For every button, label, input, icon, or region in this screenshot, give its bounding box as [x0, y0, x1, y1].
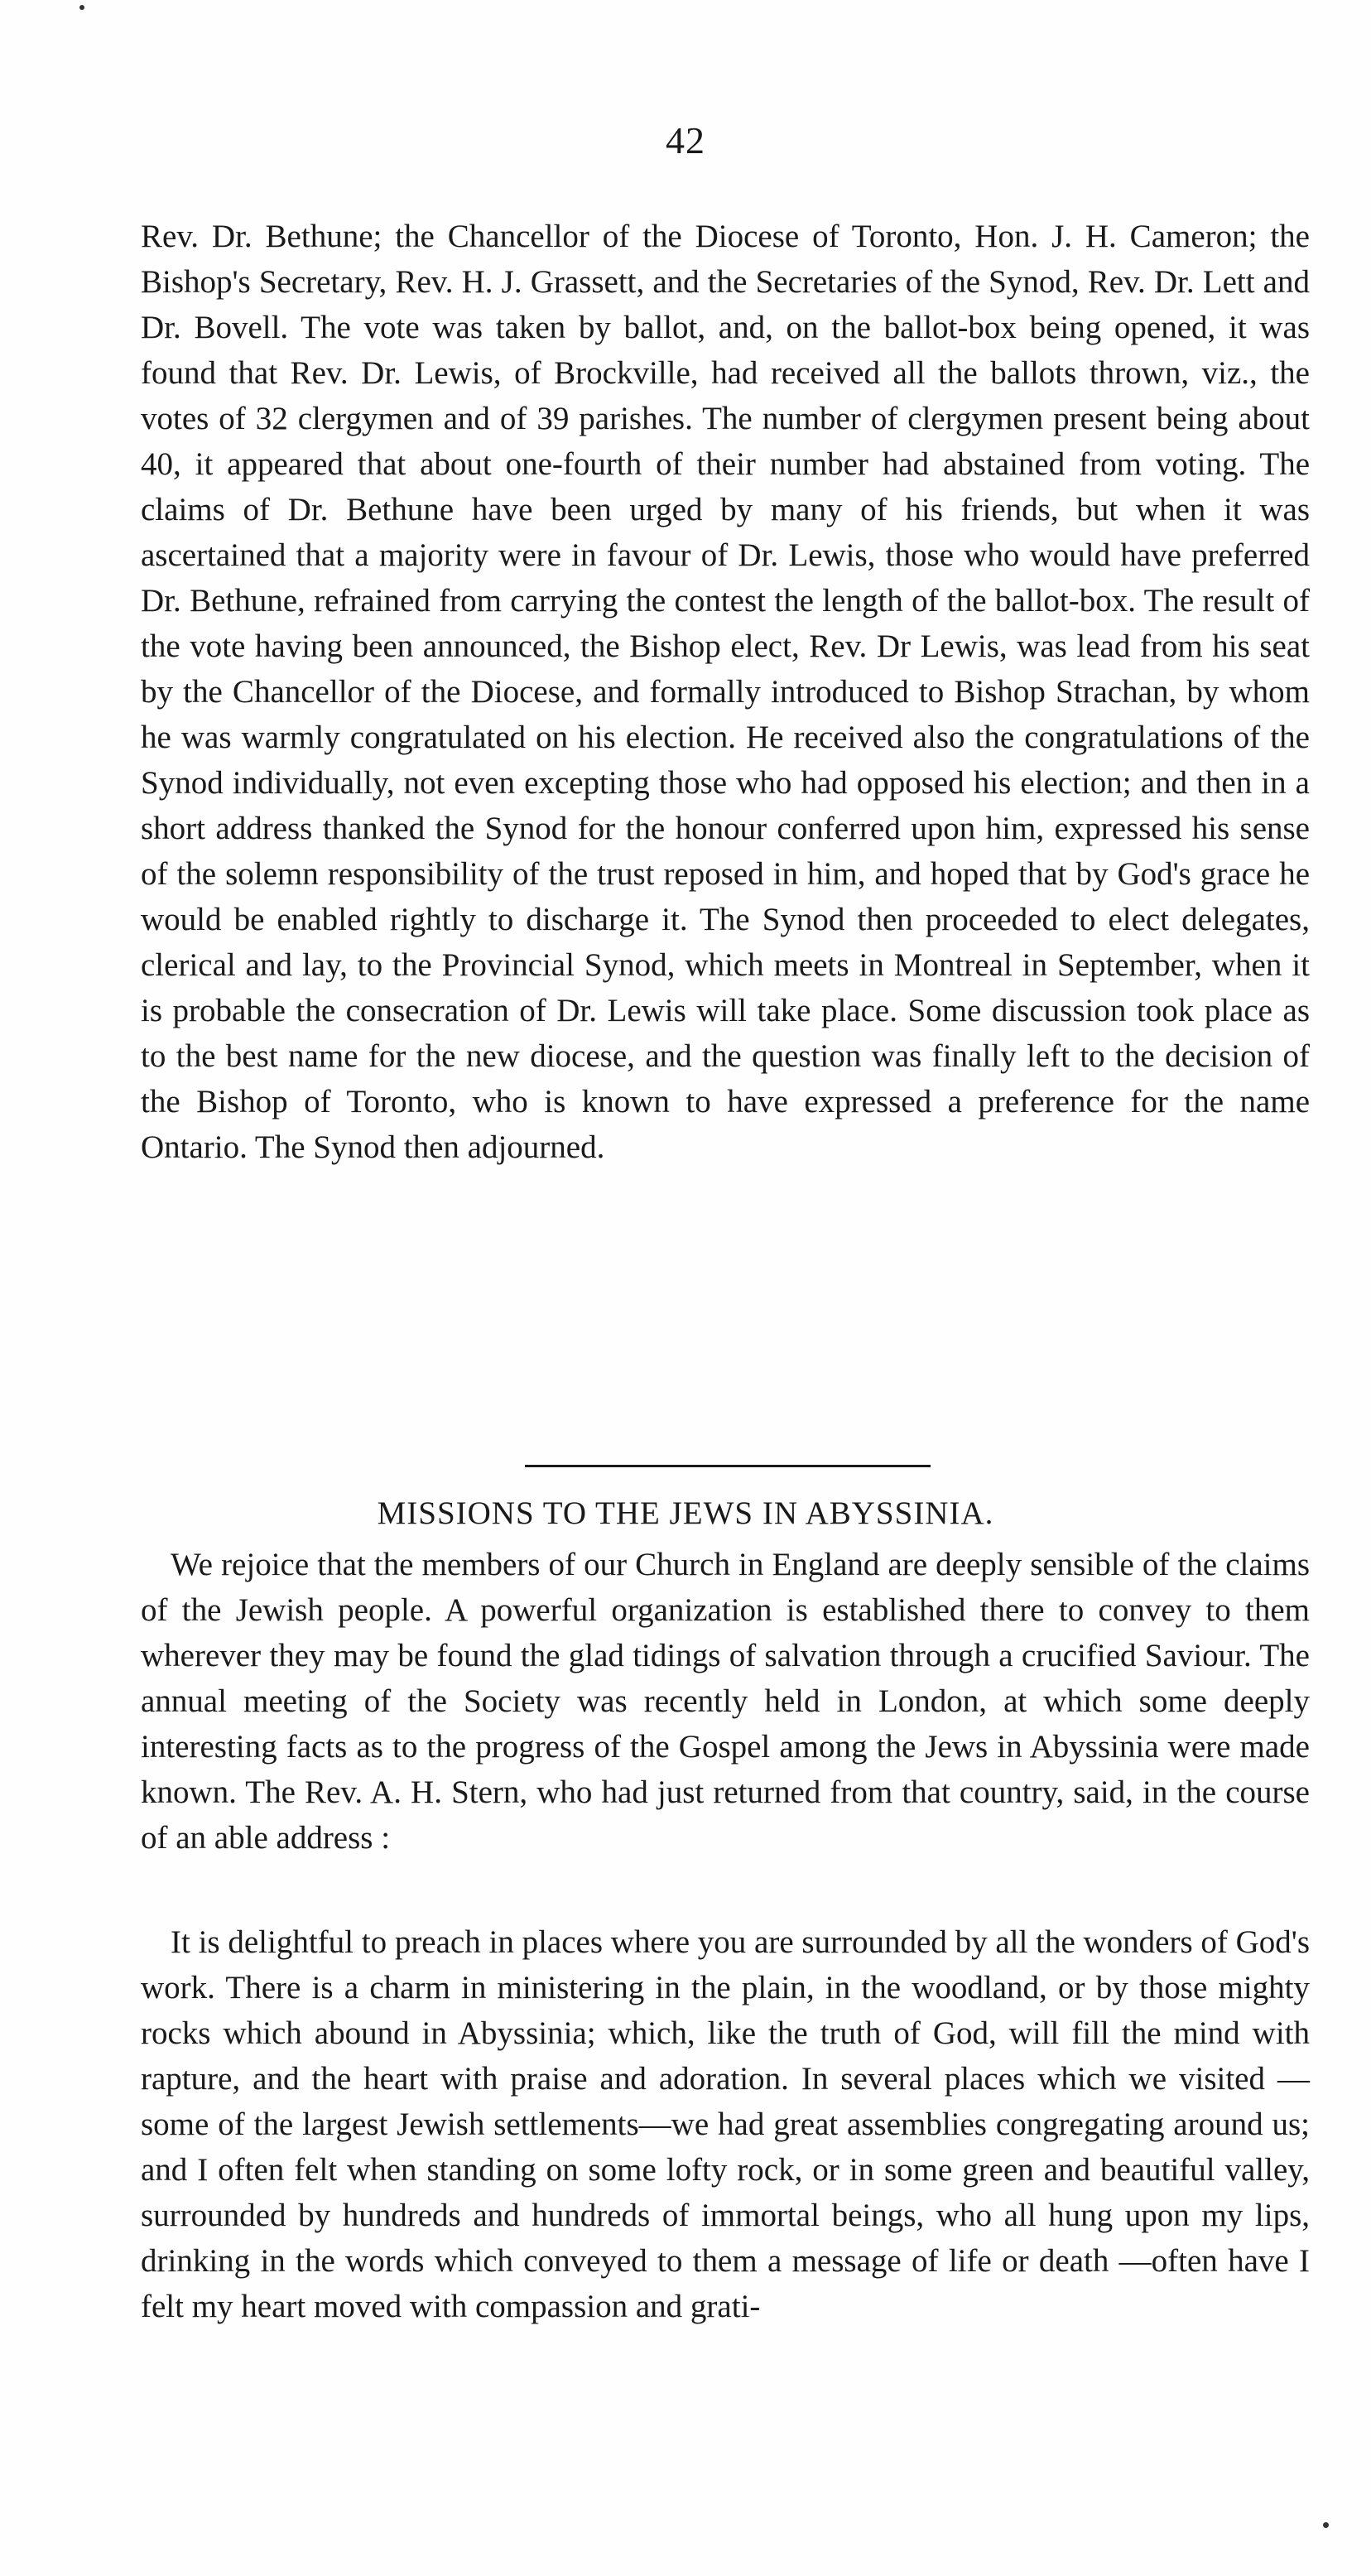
ink-speck	[79, 5, 84, 10]
paragraph-missions-intro	[141, 1542, 1310, 1861]
paragraph-text: It is delightful to preach in places where you are surrounded by all the wonders of God's work. There is a charm in ministering in the plain, in the woodland, or by those mighty rocks which abound in Abyssinia; which, like the truth of God, will fill the mind with rapture, and the heart with praise and adoration. In several places which we visited —some of the largest Jewish settlements—we had great assemblies congregating around us; and I often felt when standing on some lofty rock, or in some green and beautiful valley, surrounded by hundreds and hundreds of immortal beings, who all hung upon my lips, drinking in the words which conveyed to them a message of life or death —often have I felt my heart moved with compassion and grati-	[141, 1924, 1310, 2324]
ink-speck	[1323, 2522, 1329, 2528]
paragraph-synod-election	[141, 214, 1310, 1170]
paragraph-text: Rev. Dr. Bethune; the Chancellor of the Diocese of Toronto, Hon. J. H. Cameron; the Bishop's Secretary, Rev. H. J. Grassett, and the Secretaries of the Synod, Rev. Dr. Lett and Dr. Bovell. The vote was taken by ballot, and, on the ballot-box being opened, it was found that Rev. Dr. Lewis, of Brockville, had received all the ballots thrown, viz., the votes of 32 clergymen and of 39 parishes. The number of clergymen present being about 40, it appeared that about one-fourth of their number had abstained from voting. The claims of Dr. Bethune have been urged by many of his friends, but when it was ascertained that a majority were in favour of Dr. Lewis, those who would have preferred Dr. Bethune, refrained from carrying the contest the length of the ballot-box. The result of the vote having been announced, the Bishop elect, Rev. Dr Lewis, was lead from his seat by the Chancellor of the Diocese, and formally introduced to Bishop Strachan, by whom he was warmly congratulated on his election. He received also the congratulations of the Synod individually, not even excepting those who had opposed his election; and then in a short address thanked the Synod for the honour conferred upon him, expressed his sense of the solemn responsibility of the trust reposed in him, and hoped that by God's grace he would be enabled rightly to discharge it. The Synod then proceeded to elect delegates, clerical and lay, to the Provincial Synod, which meets in Montreal in September, when it is probable the consecration of Dr. Lewis will take place. Some discussion took place as to the best name for the new diocese, and the question was finally left to the decision of the Bishop of Toronto, who is known to have expressed a preference for the name Ontario. The Synod then adjourned.	[141, 219, 1310, 1165]
paragraph-stern-address	[141, 1919, 1310, 2329]
section-divider	[525, 1465, 931, 1467]
page-number: 42	[666, 119, 705, 161]
paragraph-text: We rejoice that the members of our Church in England are deeply sensible of the claims of the Jewish people. A powerful organization is established there to convey to them wherever they may be found the glad tidings of salvation through a crucified Saviour. The annual meeting of the Society was recently held in London, at which some deeply interesting facts as to the progress of the Gospel among the Jews in Abyssinia were made known. The Rev. A. H. Stern, who had just returned from that country, said, in the course of an able address :	[141, 1547, 1310, 1856]
section-heading: MISSIONS TO THE JEWS IN ABYSSINIA.	[377, 1495, 994, 1531]
